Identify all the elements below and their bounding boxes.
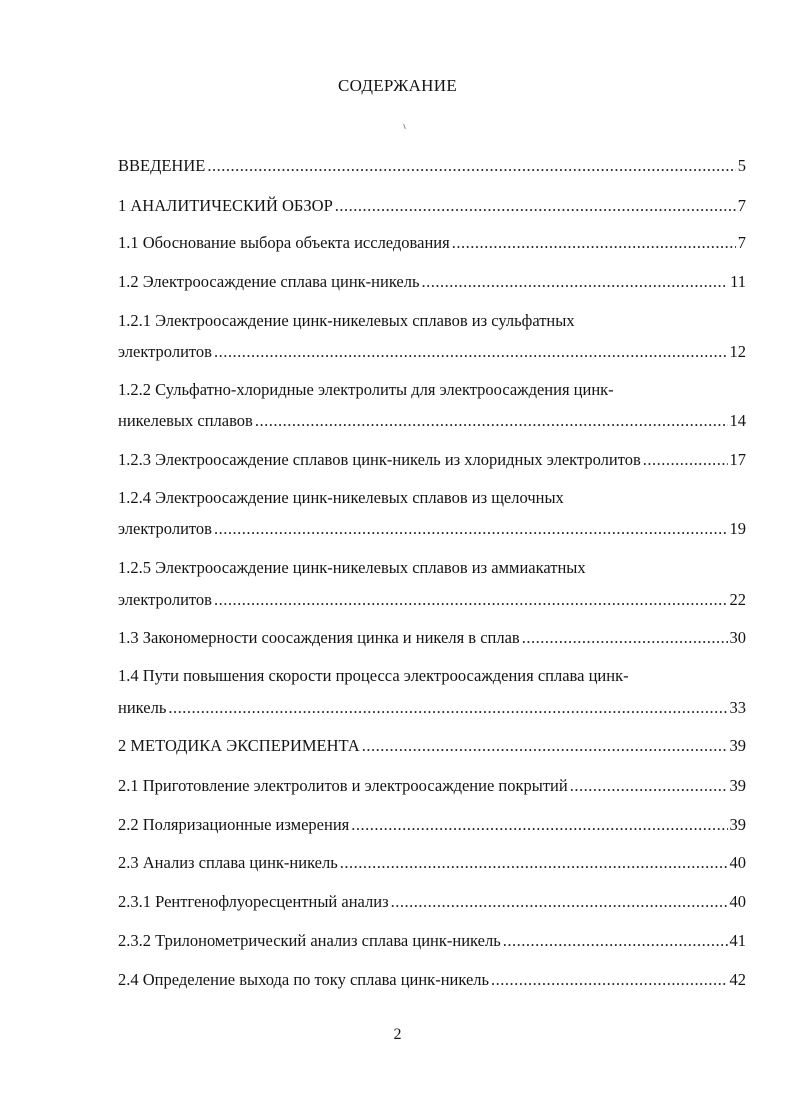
toc-entry-2-3[interactable]	[118, 851, 746, 875]
toc-entry-page: 11	[730, 272, 746, 291]
toc-entry-1-4-line1[interactable]	[118, 664, 746, 688]
dot-leader	[351, 813, 727, 837]
toc-entry-page: 12	[729, 342, 746, 361]
toc-entry-text: 1.2 Электроосаждение сплава цинк-никель	[118, 272, 420, 291]
toc-entry-2[interactable]	[118, 734, 746, 758]
toc-entry-page: 33	[729, 698, 746, 717]
toc-entry-text: 1.4 Пути повышения скорости процесса электроосаждения сплава цинк-	[118, 666, 629, 685]
dot-leader	[340, 851, 728, 875]
dot-leader	[214, 517, 728, 541]
toc-entry-text: 2.3 Анализ сплава цинк-никель	[118, 853, 338, 872]
toc-entry-text: электролитов	[118, 519, 212, 538]
toc-entry-page: 39	[729, 736, 746, 755]
toc-entry-text: 1.2.3 Электроосаждение сплавов цинк-никель из хлоридных электролитов	[118, 450, 641, 469]
toc-entry-text: 1.3 Закономерности соосаждения цинка и никеля в сплав	[118, 628, 520, 647]
toc-entry-1-4-line2[interactable]	[118, 696, 746, 720]
toc-entry-page: 19	[729, 519, 746, 538]
toc-entry-page: 41	[729, 931, 746, 950]
toc-entry-text: 1.2.4 Электроосаждение цинк-никелевых сплавов из щелочных	[118, 488, 564, 507]
toc-entry-page: 7	[737, 233, 746, 252]
toc-entry-1-2-4-line2[interactable]	[118, 517, 746, 541]
toc-entry-text: электролитов	[118, 342, 212, 361]
dot-leader	[570, 774, 728, 798]
toc-entry-text: 1.2.5 Электроосаждение цинк-никелевых сплавов из аммиакатных	[118, 558, 586, 577]
toc-entry-page: 7	[737, 196, 746, 215]
toc-entry-1[interactable]	[118, 194, 746, 218]
toc-entry-1-2-3[interactable]	[118, 448, 746, 472]
dot-leader	[335, 194, 736, 218]
toc-entry-page: 40	[729, 892, 746, 911]
scan-speck	[403, 124, 406, 129]
toc-entry-1-2-1-line1[interactable]	[118, 309, 746, 333]
toc-entry-2-4[interactable]	[118, 968, 746, 992]
dot-leader	[643, 448, 728, 472]
toc-entry-text: 2.4 Определение выхода по току сплава цинк-никель	[118, 970, 490, 989]
dot-leader	[422, 270, 729, 294]
dot-leader	[214, 588, 728, 612]
toc-entry-text: 2.3.2 Трилонометрический анализ сплава цинк-никель	[118, 931, 501, 950]
toc-entry-2-2[interactable]	[118, 813, 746, 837]
dot-leader	[362, 734, 728, 758]
dot-leader	[214, 340, 728, 364]
toc-entry-text: 1.2.2 Сульфатно-хлоридные электролиты для электроосаждения цинк-	[118, 380, 614, 399]
toc-entry-text: никель	[118, 698, 167, 717]
toc-entry-introduction[interactable]	[118, 154, 746, 178]
toc-entry-page: 39	[729, 815, 746, 834]
toc-entry-2-3-1[interactable]	[118, 890, 746, 914]
toc-entry-text: 2.3.1 Рентгенофлуоресцентный анализ	[118, 892, 389, 911]
toc-entry-text: 1.2.1 Электроосаждение цинк-никелевых сплавов из сульфатных	[118, 311, 575, 330]
toc-entry-text: 2 МЕТОДИКА ЭКСПЕРИМЕНТА	[118, 736, 360, 755]
toc-entry-text: 2.1 Приготовление электролитов и электроосаждение покрытий	[118, 776, 568, 795]
toc-entry-text: 2.2 Поляризационные измерения	[118, 815, 350, 834]
toc-entry-page: 40	[729, 853, 746, 872]
toc-entry-page: 17	[729, 450, 746, 469]
toc-entry-1-2-5-line2[interactable]	[118, 588, 746, 612]
dot-leader	[503, 929, 728, 953]
toc-entry-page: 5	[737, 156, 746, 175]
dot-leader	[391, 890, 728, 914]
toc-entry-page: 39	[729, 776, 746, 795]
dot-leader	[452, 231, 736, 255]
toc-entry-page: 22	[729, 590, 746, 609]
toc-entry-page: 14	[729, 411, 746, 430]
dot-leader	[168, 696, 727, 720]
toc-entry-text: никелевых сплавов	[118, 411, 253, 430]
toc-entry-1-2-1-line2[interactable]	[118, 340, 746, 364]
dot-leader	[491, 968, 727, 992]
toc-entry-text: ВВЕДЕНИЕ	[118, 156, 206, 175]
toc-entry-1-2-2-line1[interactable]	[118, 378, 746, 402]
toc-entry-1-2-4-line1[interactable]	[118, 486, 746, 510]
toc-entry-1-2[interactable]	[118, 270, 746, 294]
dot-leader	[255, 409, 728, 433]
toc-entry-page: 30	[729, 628, 746, 647]
toc-entry-2-1[interactable]	[118, 774, 746, 798]
page-number: 2	[393, 1026, 402, 1043]
toc-entry-text: 1 АНАЛИТИЧЕСКИЙ ОБЗОР	[118, 196, 333, 215]
toc-entry-2-3-2[interactable]	[118, 929, 746, 953]
dot-leader	[207, 154, 735, 178]
toc-entry-1-2-2-line2[interactable]	[118, 409, 746, 433]
toc-entry-text: электролитов	[118, 590, 212, 609]
toc-entry-page: 42	[729, 970, 746, 989]
toc-entry-text: 1.1 Обоснование выбора объекта исследования	[118, 233, 450, 252]
toc-entry-1-2-5-line1[interactable]	[118, 556, 746, 580]
page-title: СОДЕРЖАНИЕ	[337, 76, 458, 95]
toc-entry-1-1[interactable]	[118, 231, 746, 255]
dot-leader	[522, 626, 728, 650]
toc-entry-1-3[interactable]	[118, 626, 746, 650]
